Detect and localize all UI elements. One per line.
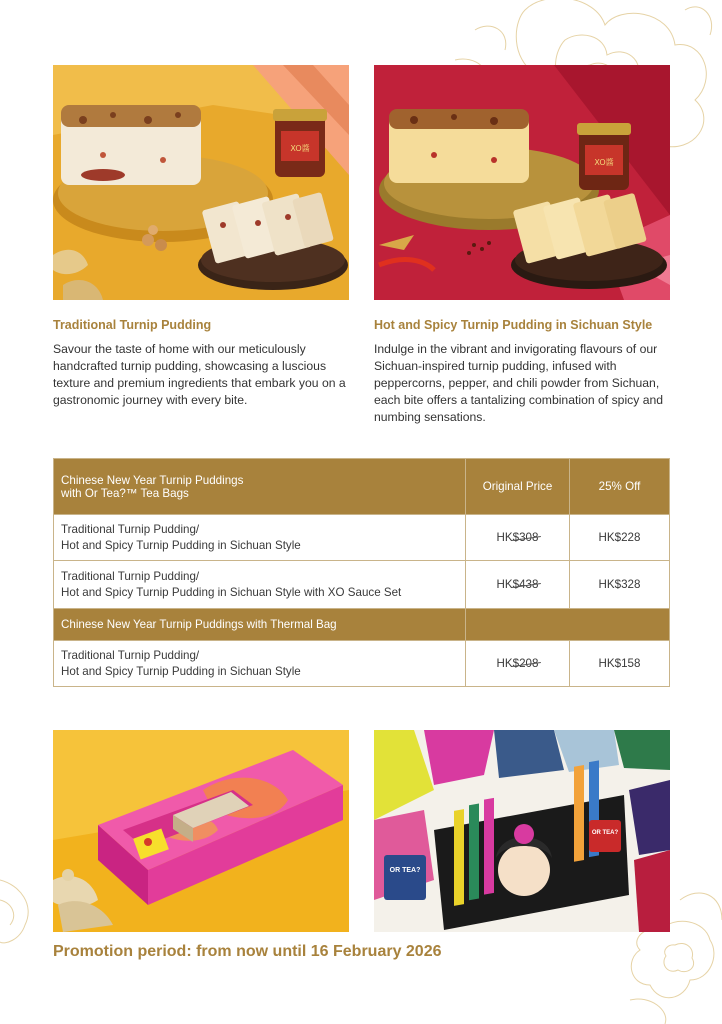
product-cell — [54, 561, 466, 609]
traditional-turnip-pudding-description: Savour the taste of home with our meticulously handcrafted turnip pudding, showcasing a luscious texture and premium ingredients that embark you on a gastronomic journey with every bite. — [53, 342, 346, 407]
section-label: Chinese New Year Turnip Puddings with Thermal Bag — [54, 609, 466, 641]
xo-jar-label-2: XO醬 — [594, 158, 614, 167]
xo-jar-label: XO醬 — [290, 144, 310, 153]
traditional-turnip-pudding-title: Traditional Turnip Pudding — [53, 318, 212, 332]
product-cell — [54, 515, 466, 561]
discount-header: 25% Off — [570, 459, 670, 515]
table-row — [54, 561, 670, 609]
product-line-1: Traditional Turnip Pudding/ — [61, 522, 200, 536]
original-price-header: Original Price — [466, 459, 570, 515]
table-header-row — [54, 459, 670, 515]
spicy-turnip-pudding-photo — [374, 65, 670, 300]
product-line-2: Hot and Spicy Turnip Pudding in Sichuan Style — [61, 538, 301, 552]
struck-price: $438 — [512, 577, 539, 591]
traditional-turnip-pudding-photo — [53, 65, 349, 300]
or-tea-bag-logo: OR TEA? — [389, 867, 421, 874]
price-table — [53, 458, 670, 687]
product-line-1: Traditional Turnip Pudding/ — [61, 648, 200, 662]
original-price-cell — [466, 515, 570, 561]
header-line-2: with Or Tea?™ Tea Bags — [61, 486, 189, 500]
struck-price: $308 — [512, 530, 539, 544]
price-prefix: HK — [496, 656, 513, 670]
struck-price: $208 — [512, 656, 539, 670]
product-cell — [54, 641, 466, 687]
gift-box-photo — [53, 730, 349, 932]
original-price-cell — [466, 641, 570, 687]
flower-outline-decoration-left — [0, 870, 40, 950]
price-prefix: HK — [496, 530, 513, 544]
product-line-2: Hot and Spicy Turnip Pudding in Sichuan Style — [61, 664, 301, 678]
product-column-header — [54, 459, 466, 515]
spicy-turnip-pudding-description: Indulge in the vibrant and invigorating flavours of our Sichuan-inspired turnip pudding, infused with peppercorns, pepper, and chili powder from Sichuan, each bite offers a tantalizing combination of spicy and numbing sensations. — [374, 342, 664, 424]
discount-price-cell: HK$228 — [570, 515, 670, 561]
or-tea-packaging-photo — [374, 730, 670, 932]
thermal-bag-section-row — [54, 609, 670, 641]
promotion-period: Promotion period: from now until 16 February 2026 — [53, 943, 442, 960]
table-row — [54, 515, 670, 561]
price-prefix: HK — [496, 577, 513, 591]
original-price-cell — [466, 561, 570, 609]
section-empty-cell — [466, 609, 670, 641]
discount-price-cell: HK$158 — [570, 641, 670, 687]
header-line-1: Chinese New Year Turnip Puddings — [61, 473, 244, 487]
product-line-2: Hot and Spicy Turnip Pudding in Sichuan Style with XO Sauce Set — [61, 585, 402, 599]
or-tea-box-logo: OR TEA? — [591, 830, 619, 836]
spicy-turnip-pudding-title: Hot and Spicy Turnip Pudding in Sichuan Style — [374, 318, 653, 332]
table-row — [54, 641, 670, 687]
discount-price-cell: HK$328 — [570, 561, 670, 609]
product-line-1: Traditional Turnip Pudding/ — [61, 569, 200, 583]
